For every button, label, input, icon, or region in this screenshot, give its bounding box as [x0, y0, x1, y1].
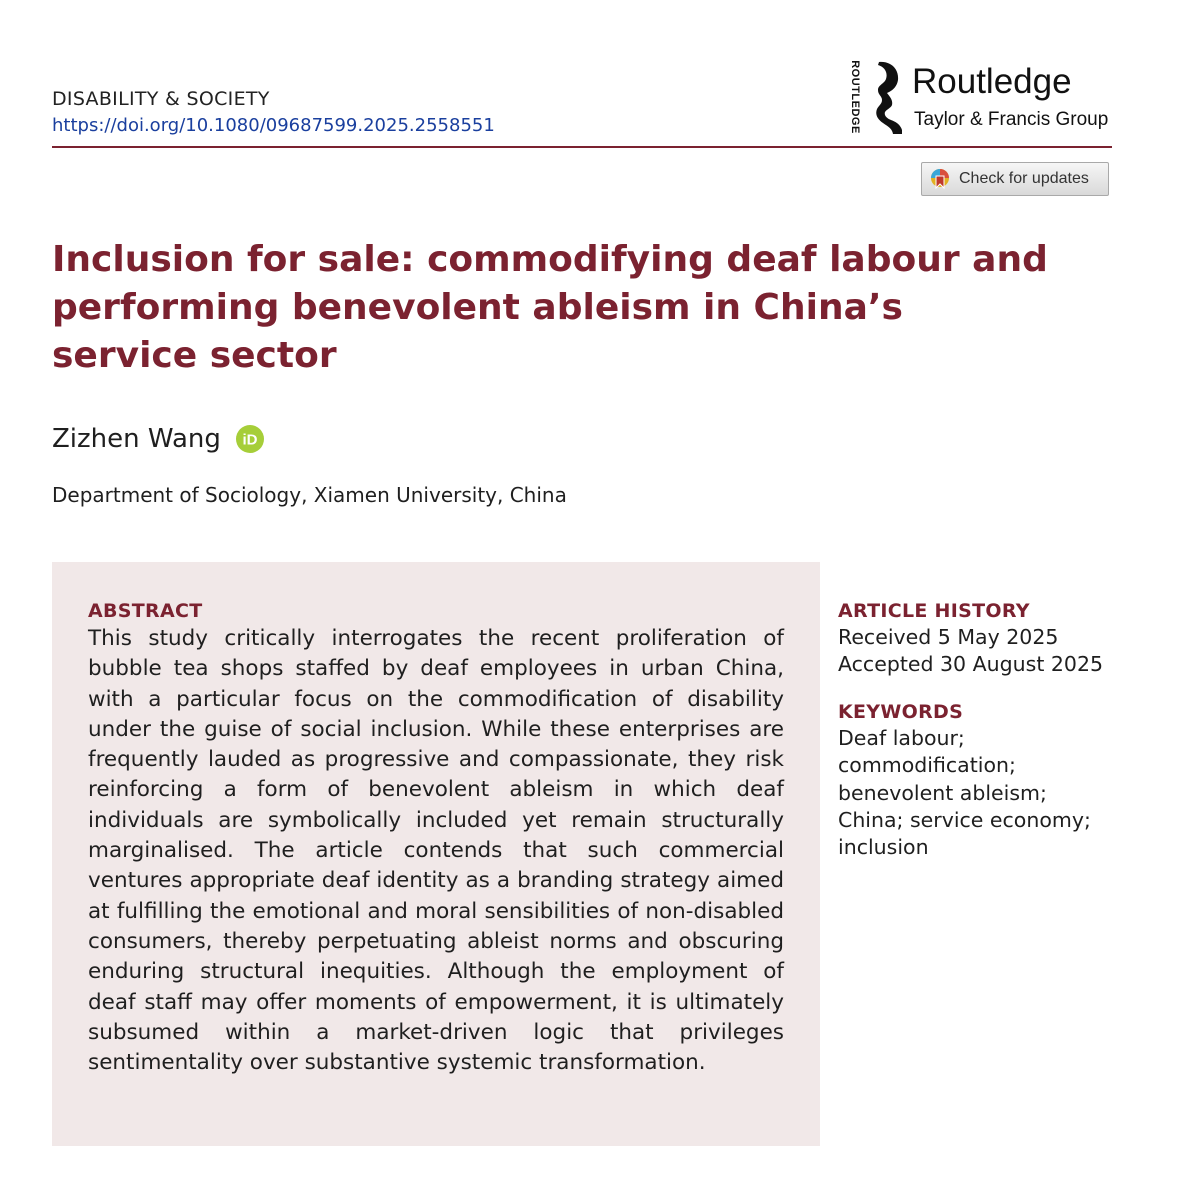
article-title: Inclusion for sale: commodifying deaf labour and performing benevolent ableism in China’s service sector [52, 239, 1048, 376]
affiliation: Department of Sociology, Xiamen University, China [52, 483, 567, 507]
svg-text:iD: iD [242, 431, 258, 449]
publisher-vertical-text: ROUTLEDGE [849, 60, 861, 134]
check-for-updates-button[interactable] [921, 162, 1109, 196]
doi-link[interactable]: https://doi.org/10.1080/09687599.2025.2558551 [52, 115, 495, 136]
keyword-item: Deaf labour; [838, 726, 965, 750]
article-history-heading: ARTICLE HISTORY [838, 600, 1030, 622]
author-name: Zizhen Wang [52, 424, 221, 454]
abstract-heading: ABSTRACT [88, 600, 203, 622]
article-history [838, 598, 1138, 678]
keywords-heading: KEYWORDS [838, 701, 964, 723]
keywords-list [838, 725, 1138, 861]
received-date: Received 5 May 2025 [838, 625, 1059, 649]
author-line [52, 424, 265, 454]
publisher-name: Routledge [912, 62, 1072, 101]
keyword-item: commodification; [838, 753, 1016, 778]
abstract-panel [52, 562, 820, 1146]
crossmark-icon [930, 168, 950, 190]
abstract-text: This study critically interrogates the recent proliferation of bubble tea shops staffed by deaf employees in urban China, with a particular focus on the commodification of disability under the guise of social inclusion. While these enterprises are frequently lauded as progressive and compassionate, they risk reinforcing a form of benevolent ableism in which deaf individuals are symbolically included yet remain structurally marginalised. The article contends that such commercial ventures appropriate deaf identity as a branding strategy aimed at fulfilling the emotional and moral sensibilities of non-disabled consumers, thereby perpetuating ableist norms and obscuring enduring structural inequities. Although the employment of deaf staff may offer moments of empowerment, it is ultimately subsumed within a market-driven logic that privileges sentimentality over substantive systemic transformation. [88, 626, 784, 1076]
accepted-date: Accepted 30 August 2025 [838, 652, 1104, 676]
orcid-icon[interactable] [235, 424, 265, 454]
header-rule [52, 146, 1112, 148]
keyword-item: inclusion [838, 835, 929, 860]
routledge-head-icon [865, 60, 905, 136]
journal-name: DISABILITY & SOCIETY [52, 88, 270, 110]
keyword-item: benevolent ableism; [838, 780, 1047, 805]
publisher-logo[interactable] [845, 60, 1115, 140]
check-for-updates-label: Check for updates [959, 170, 1089, 187]
keyword-item: China; service economy; [838, 807, 1091, 832]
publisher-group: Taylor & Francis Group [914, 109, 1109, 130]
keywords-section [838, 699, 1138, 861]
